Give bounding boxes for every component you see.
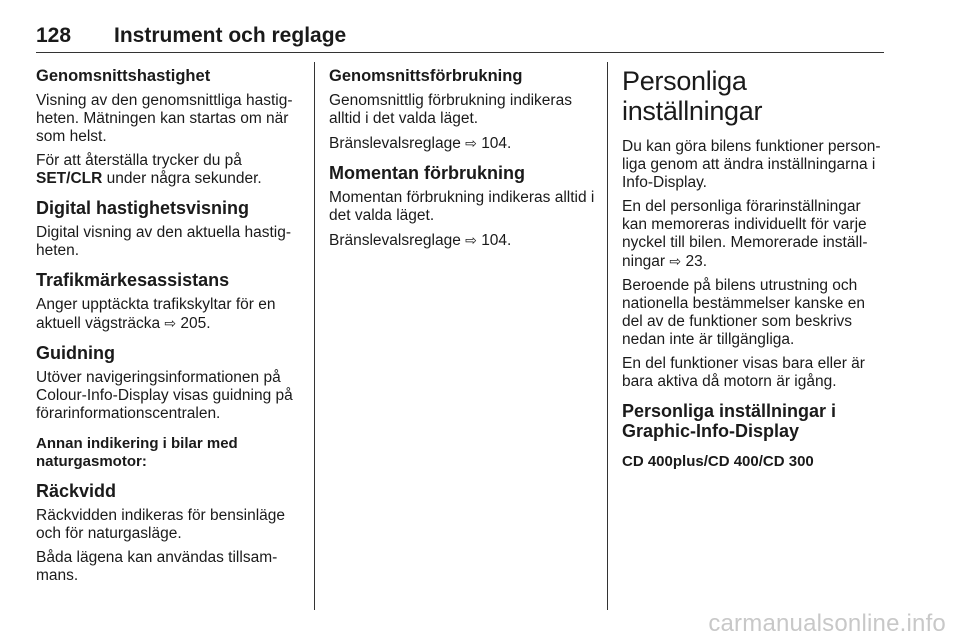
paragraph (36, 296, 302, 333)
paragraph: En del funktioner visas bara eller är bara aktiva då motorn är igång. (622, 355, 865, 390)
watermark-text: carmanualsonline.info (708, 610, 946, 637)
page-ref-link[interactable]: 104. (481, 135, 512, 152)
heading-average-speed: Genomsnittshastighet (36, 67, 211, 85)
heading-range: Räckvidd (36, 481, 117, 501)
paragraph (329, 231, 595, 250)
text: En del personliga förarinställningar kan memoreras individuellt för varje nyckel till bilen. Memorerade inställningar (622, 198, 868, 270)
heading-natural-gas: Annan indikering i bilar med naturgasmotor: (36, 435, 238, 470)
paragraph (329, 134, 595, 153)
page-title: Instrument och reglage (114, 24, 347, 47)
column-left (36, 66, 302, 591)
paragraph: Utöver navigeringsinformationen på Colour-Info-Display visas guidning på förarinformationscentralen. (36, 369, 293, 422)
paragraph: Räckvidden indikeras för bensinläge och för naturgasläge. (36, 507, 286, 542)
page-header (36, 22, 884, 53)
paragraph: Visning av den genomsnittliga hastigheten. Mätningen kan startas om när som helst. (36, 92, 293, 145)
paragraph (622, 198, 888, 271)
paragraph: Momentan förbrukning indikeras alltid i det valda läget. (329, 189, 595, 224)
page-ref-icon: ⇨ (465, 232, 477, 248)
text: under några sekunder. (102, 170, 262, 187)
text: Anger upptäckta trafikskyltar för en aktuell vägsträcka (36, 296, 276, 332)
page-ref-link[interactable]: 104. (481, 232, 512, 249)
page-ref-link[interactable]: 205. (180, 315, 211, 332)
page-ref-icon: ⇨ (465, 135, 477, 151)
paragraph: Du kan göra bilens funktioner personliga genom att ändra inställningarna i Info-Display. (622, 138, 881, 191)
page-number: 128 (36, 24, 72, 47)
column-right (622, 66, 888, 481)
paragraph: Genomsnittlig förbrukning indikeras alltid i det valda läget. (329, 92, 572, 127)
paragraph: Båda lägena kan användas tillsammans. (36, 549, 278, 584)
column-divider (607, 62, 608, 610)
text: För att återställa trycker du på (36, 152, 242, 169)
heading-graphic-info-display: Personliga inställningar i Graphic-Info-Display (622, 401, 837, 441)
heading-traffic-sign-assist: Trafikmärkesassistans (36, 270, 230, 290)
paragraph: Beroende på bilens utrustning och nationella bestämmelser kanske en del av de funktioner som beskrivs nedan inte är tillgängliga. (622, 277, 865, 348)
heading-digital-speed: Digital hastighetsvisning (36, 198, 250, 218)
key-label: SET/CLR (36, 170, 103, 187)
column-middle (329, 66, 595, 256)
page-ref-link[interactable]: 23. (685, 253, 708, 270)
paragraph: Digital visning av den aktuella hastigheten. (36, 224, 292, 259)
heading-instant-consumption: Momentan förbrukning (329, 163, 525, 183)
heading-guidance: Guidning (36, 343, 115, 363)
column-divider (314, 62, 315, 610)
heading-cd-models: CD 400plus/CD 400/CD 300 (622, 453, 814, 470)
page-ref-icon: ⇨ (669, 253, 682, 269)
text: Bränslevalsreglage (329, 232, 466, 249)
page-ref-icon: ⇨ (164, 315, 177, 331)
heading-average-consumption: Genomsnittsförbrukning (329, 67, 523, 85)
heading-personal-settings: Personliga inställningar (622, 66, 763, 126)
text: Bränslevalsreglage (329, 135, 466, 152)
paragraph-reset (36, 152, 302, 188)
